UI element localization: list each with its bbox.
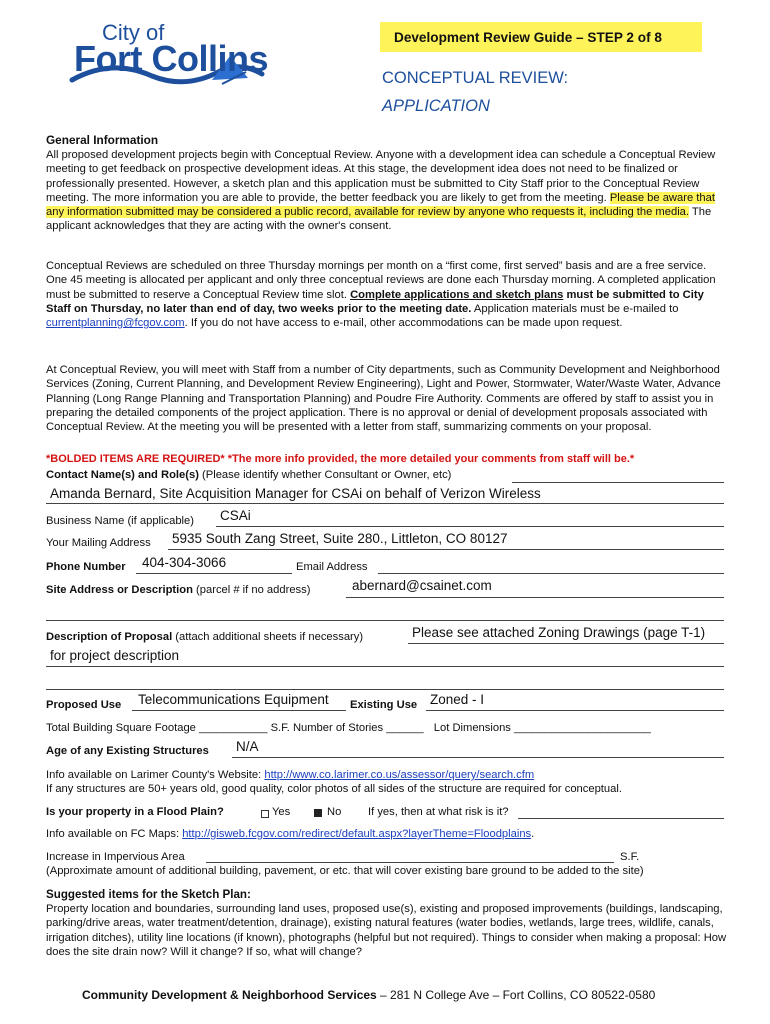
impervious-line[interactable] (206, 862, 614, 863)
desc-field-line-1[interactable]: Please see attached Zoning Drawings (page T-1) (412, 625, 706, 640)
larimer-link[interactable]: http://www.co.larimer.co.us/assessor/query/search.cfm (264, 769, 535, 781)
general-p1-consent: The applicant acknowledges that they are acting with the owner's consent. (46, 206, 712, 233)
general-heading: General Information (46, 133, 159, 147)
footer-dept: Community Development & Neighborhood Services (82, 988, 377, 1002)
city-logo (62, 18, 302, 98)
general-p3-text: At Conceptual Review, you will meet with Staff from a number of City departments, such as Community Development and Neighborhood Services (Zoning, Current Planning, and Development Review Engineering), Light and Power, Stormwater, Water/Waste Water, Advance Planning (Long Range Planning and Transportation Planning) and Poudre Fire Authority. Comments are offered by staff to assist you in preparing the detailed components of the project application. There is no approval or denial of development proposals associated with Conceptual Review. At the meeting you will be presented with a letter from staff, summarizing comments on your proposal. (46, 364, 721, 434)
lot-label: Lot Dimensions (433, 722, 511, 734)
lot-blank[interactable]: ______________________ (514, 722, 651, 734)
proposed-use-field[interactable]: Telecommunications Equipment (138, 692, 329, 707)
age-line (232, 757, 724, 758)
age-field[interactable]: N/A (236, 739, 259, 754)
contact-blank-line (512, 482, 724, 483)
page-title: CONCEPTUAL REVIEW: (382, 69, 569, 87)
desc-line-3 (46, 689, 724, 690)
general-paragraph-3 (46, 363, 730, 434)
general-p2-required: must be submitted to City Staff on Thursday, no later than end of day, two weeks prior to the meeting date. (46, 288, 704, 315)
phone-label: Phone Number (46, 561, 126, 573)
email-label: Email Address (296, 561, 368, 573)
desc-field-line-2[interactable]: for project description (50, 648, 180, 663)
sketch-text: Property location and boundaries, surrounding land uses, proposed use(s), existing and proposed improvements (buildings, landscaping, parking/drive areas, water treatment/detention, drainage), existing natural features (water bodies, wetlands, large trees, wildlife, canals, irrigation ditches), utility line locations (if known), photographs (helpful but not required). Things to consider when making a proposal: How does the site drain now? Will it change? If so, what will change? (46, 903, 727, 958)
general-paragraph-2 (46, 259, 730, 330)
fcmaps-end: . (531, 828, 535, 840)
public-record-notice: Please be aware that any information submitted may be considered a public record, available for review by anyone who requests it, including the media. (46, 191, 715, 219)
site-label: Site Address or Description (46, 584, 193, 596)
proposed-use-label: Proposed Use (46, 699, 122, 711)
sqft-blank[interactable]: ___________ (199, 722, 268, 734)
contact-line (46, 503, 724, 504)
mailing-line (168, 549, 724, 550)
larimer-text: Info available on Larimer County's Website: (46, 769, 262, 781)
contact-field[interactable]: Amanda Bernard, Site Acquisition Manager for CSAi on behalf of Verizon Wireless (50, 486, 541, 501)
larimer-row (46, 769, 534, 781)
general-p2-text: Conceptual Reviews are scheduled on three Thursday mornings per month on a “first come, first served” basis and are a free service. One 45 meeting is allocated per applicant and only three conceptual reviews are done each Thursday morning. A completed application must be submitted to reserve a Conceptual Review time slot. (46, 260, 716, 301)
site-hint: (parcel # if no address) (196, 584, 311, 596)
general-p1-text: All proposed development projects begin with Conceptual Review. Anyone with a development idea can schedule a Conceptual Review meeting to get feedback on prospective development ideas. At this stage, the development idea does not need to be finalized or professionally presented. However, a sketch plan and this application must be submitted to City Staff prior to the Conceptual Review meeting. The more information you are able to provide, the better feedback you are likely to get from the meeting. (46, 149, 716, 204)
site-line (346, 597, 724, 598)
stories-blank[interactable]: ______ (386, 722, 424, 734)
proposed-use-line (132, 710, 346, 711)
flood-no-checkbox[interactable] (314, 809, 322, 817)
logo-city-of: City of (102, 20, 165, 45)
contact-label: Contact Name(s) and Role(s) (46, 469, 199, 481)
flood-yes-label: Yes (272, 806, 291, 818)
phone-line (136, 573, 292, 574)
general-p2-end: . If you do not have access to e-mail, other accommodations can be made upon request. (184, 317, 623, 330)
email-link[interactable]: currentplanning@fcgov.com (46, 317, 185, 330)
page-subtitle: APPLICATION (382, 97, 490, 115)
footer (82, 988, 655, 1002)
desc-line-2 (46, 666, 724, 667)
site-label-row (46, 584, 310, 596)
stories-label: S.F. Number of Stories (270, 722, 384, 734)
flood-yes-checkbox[interactable] (261, 810, 269, 818)
existing-use-field[interactable]: Zoned - I (430, 692, 485, 707)
impervious-note: (Approximate amount of additional building, pavement, or etc. that will cover existing bare ground to be added to the site) (46, 865, 644, 877)
flood-risk-label: If yes, then at what risk is it? (368, 806, 509, 818)
business-line (216, 526, 724, 527)
fcmaps-text: Info available on FC Maps: (46, 828, 180, 840)
sqft-label: Total Building Square Footage (46, 722, 196, 734)
desc-label-row (46, 631, 363, 643)
age-label: Age of any Existing Structures (46, 745, 209, 757)
flood-no-label: No (327, 806, 342, 818)
existing-use-label: Existing Use (350, 699, 418, 711)
general-p2-email-text: Application materials must be e-mailed to (473, 302, 679, 315)
required-note: *BOLDED ITEMS ARE REQUIRED* *The more info provided, the more detailed your comments from staff will be.* (46, 453, 635, 465)
business-field[interactable]: CSAi (220, 508, 251, 523)
fcmaps-row (46, 828, 534, 840)
phone-field[interactable]: 404-304-3066 (142, 555, 227, 570)
existing-use-line (426, 710, 724, 711)
site-line-2 (46, 620, 724, 621)
desc-label: Description of Proposal (46, 631, 173, 643)
sqft-row (46, 722, 651, 734)
mailing-field[interactable]: 5935 South Zang Street, Suite 280., Littleton, CO 80127 (172, 531, 508, 546)
general-p2-required-u: Complete applications and sketch plans (350, 288, 564, 301)
step-banner-text: Development Review Guide – STEP 2 of 8 (394, 30, 662, 45)
general-paragraph-1 (46, 148, 730, 234)
mailing-label: Your Mailing Address (46, 537, 151, 549)
contact-label-row (46, 469, 451, 481)
email-line (378, 573, 724, 574)
impervious-unit: S.F. (620, 851, 640, 863)
over50-text: If any structures are 50+ years old, good quality, color photos of all sides of the structure are required for conceptual. (46, 783, 622, 795)
sketch-heading: Suggested items for the Sketch Plan: (46, 888, 251, 901)
business-label: Business Name (if applicable) (46, 515, 194, 527)
impervious-label: Increase in Impervious Area (46, 851, 185, 863)
desc-line-1 (408, 643, 724, 644)
fcmaps-link[interactable]: http://gisweb.fcgov.com/redirect/default.aspx?layerTheme=Floodplains (182, 828, 532, 840)
desc-hint: (attach additional sheets if necessary) (175, 631, 364, 643)
footer-address: – 281 N College Ave – Fort Collins, CO 80522-0580 (376, 988, 656, 1002)
email-field[interactable]: abernard@csainet.com (352, 578, 492, 593)
logo-fort-collins: Fort Collins (74, 38, 268, 79)
flood-risk-line (518, 818, 724, 819)
contact-hint: (Please identify whether Consultant or Owner, etc) (202, 469, 452, 481)
flood-label: Is your property in a Flood Plain? (46, 806, 224, 818)
